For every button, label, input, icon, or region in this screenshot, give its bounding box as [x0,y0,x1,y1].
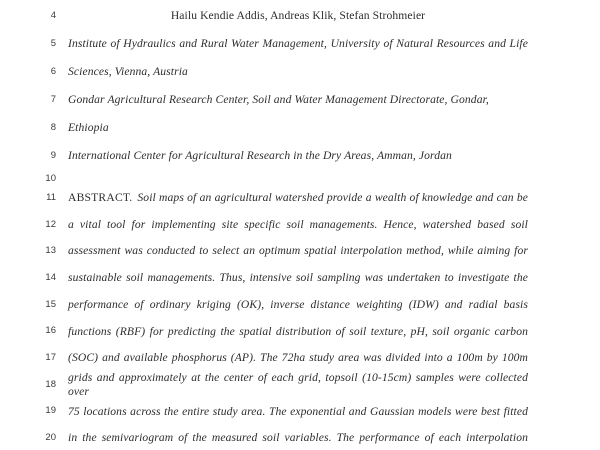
manuscript-line [0,345,600,372]
manuscript-line [0,2,600,30]
manuscript-line [0,425,600,450]
abstract-line: performance of ordinary kriging (OK), inverse distance weighting (IDW) and radial basis [68,297,528,311]
manuscript-line [0,185,600,212]
line-number: 7 [50,93,56,105]
manuscript-line-blank [0,170,600,185]
line-number: 11 [46,191,56,203]
manuscript-line [0,58,600,86]
manuscript-line [0,318,600,345]
manuscript-line [0,142,600,170]
line-number: 17 [45,351,56,363]
abstract-line: sustainable soil managements. Thus, intensive soil sampling was undertaken to investigate the [68,271,528,285]
line-number: 14 [45,271,56,283]
line-number: 16 [45,325,56,337]
manuscript-line [0,114,600,142]
line-number: 4 [50,9,56,21]
manuscript-line [0,211,600,238]
line-number: 12 [45,218,56,230]
line-number: 13 [45,245,56,257]
abstract-line: (SOC) and available phosphorus (AP). The 72ha study area was divided into a 100m by 100m [68,351,528,365]
abstract-line: 75 locations across the entire study area. The exponential and Gaussian models were best fitted [68,404,528,418]
abstract-label: ABSTRACT. [68,191,133,205]
affiliation-line: Institute of Hydraulics and Rural Water Management, University of Natural Resources and Life [68,37,528,51]
affiliation-line: International Center for Agricultural Research in the Dry Areas, Amman, Jordan [68,149,452,163]
line-number: 5 [50,37,56,49]
abstract-line: grids and approximately at the center of each grid, topsoil (10-15cm) samples were collected over [68,371,528,398]
line-number: 10 [45,173,56,185]
line-number: 18 [45,378,56,390]
manuscript-line [0,30,600,58]
manuscript-line [0,291,600,318]
affiliation-line: Sciences, Vienna, Austria [68,65,188,79]
line-number: 8 [50,121,56,133]
line-number: 15 [45,298,56,310]
line-number: 19 [45,405,56,417]
abstract-text: Soil maps of an agricultural watershed provide a wealth of knowledge and can be [137,191,528,205]
manuscript-line [0,238,600,265]
manuscript-line [0,372,600,399]
affiliation-line: Gondar Agricultural Research Center, Soil and Water Management Directorate, Gondar, [68,93,489,107]
abstract-line [68,191,528,205]
manuscript-line [0,398,600,425]
line-number: 6 [50,65,56,77]
line-number: 9 [50,149,56,161]
abstract-line: a vital tool for implementing site specific soil managements. Hence, watershed based soil [68,217,528,231]
abstract-line: in the semivariogram of the measured soil variables. The performance of each interpolation [68,431,528,445]
manuscript-line [0,86,600,114]
manuscript-line [0,265,600,292]
abstract-line: assessment was conducted to select an optimum spatial interpolation method, while aiming for [68,244,528,258]
authors-line: Hailu Kendie Addis, Andreas Klik, Stefan Strohmeier [170,9,426,23]
line-number: 20 [45,432,56,443]
affiliation-line: Ethiopia [68,121,109,135]
abstract-line: functions (RBF) for predicting the spatial distribution of soil texture, pH, soil organic carbon [68,324,528,338]
